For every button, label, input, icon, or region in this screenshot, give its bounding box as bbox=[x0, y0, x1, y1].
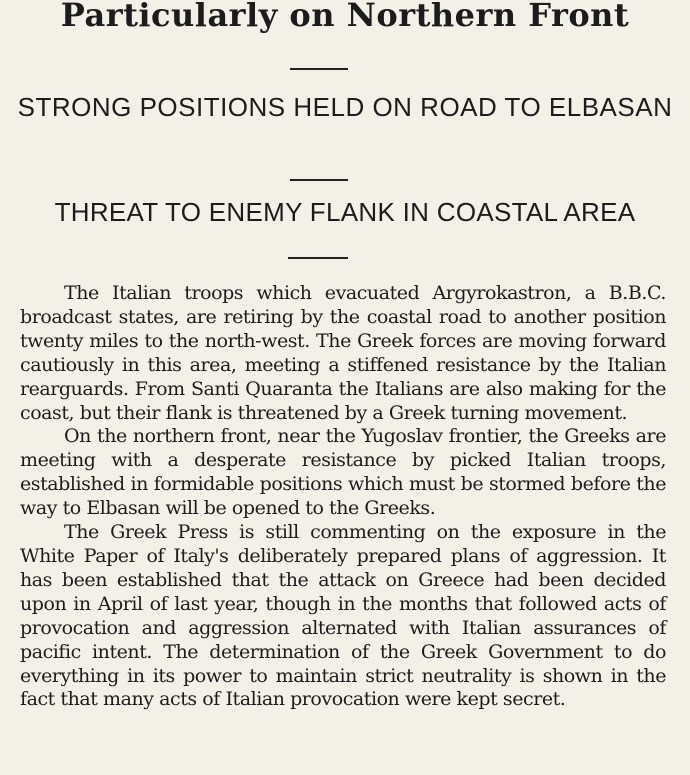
article-headline: Particularly on Northern Front bbox=[60, 0, 630, 34]
deck-divider bbox=[288, 257, 348, 259]
article-paragraph: The Italian troops which evacuated Argyrokastron, a B.B.C. broadcast states, are retiring by the coastal road to another position twenty miles to the north-west. The Greek forces are moving forward cautiously in this area, meeting a stiffened resistance by the Italian rearguards. From Santi Quaranta the Italians are also making for the coast, but their flank is threatened by a Greek turning movement. bbox=[20, 282, 666, 424]
article-paragraph: On the northern front, near the Yugoslav frontier, the Greeks are meeting with a desperate resistance by picked Italian troops, established in formidable positions which must be stormed before the way to Elbasan will be opened to the Greeks. bbox=[20, 425, 666, 520]
subheadline-divider bbox=[290, 179, 348, 181]
article-subheadline: STRONG POSITIONS HELD ON ROAD TO ELBASAN bbox=[17, 92, 673, 122]
article-deck: THREAT TO ENEMY FLANK IN COASTAL AREA bbox=[54, 197, 636, 227]
article-body bbox=[20, 282, 666, 712]
headline-divider bbox=[290, 68, 348, 70]
article-paragraph: The Greek Press is still commenting on the exposure in the White Paper of Italy's deliberately prepared plans of aggression. It has been established that the attack on Greece had been decided upon in April of last year, though in the months that followed acts of provocation and aggression alternated with Italian assurances of pacific intent. The determination of the Greek Government to do everything in its power to maintain strict neutrality is shown in the fact that many acts of Italian provocation were kept secret. bbox=[20, 521, 666, 711]
